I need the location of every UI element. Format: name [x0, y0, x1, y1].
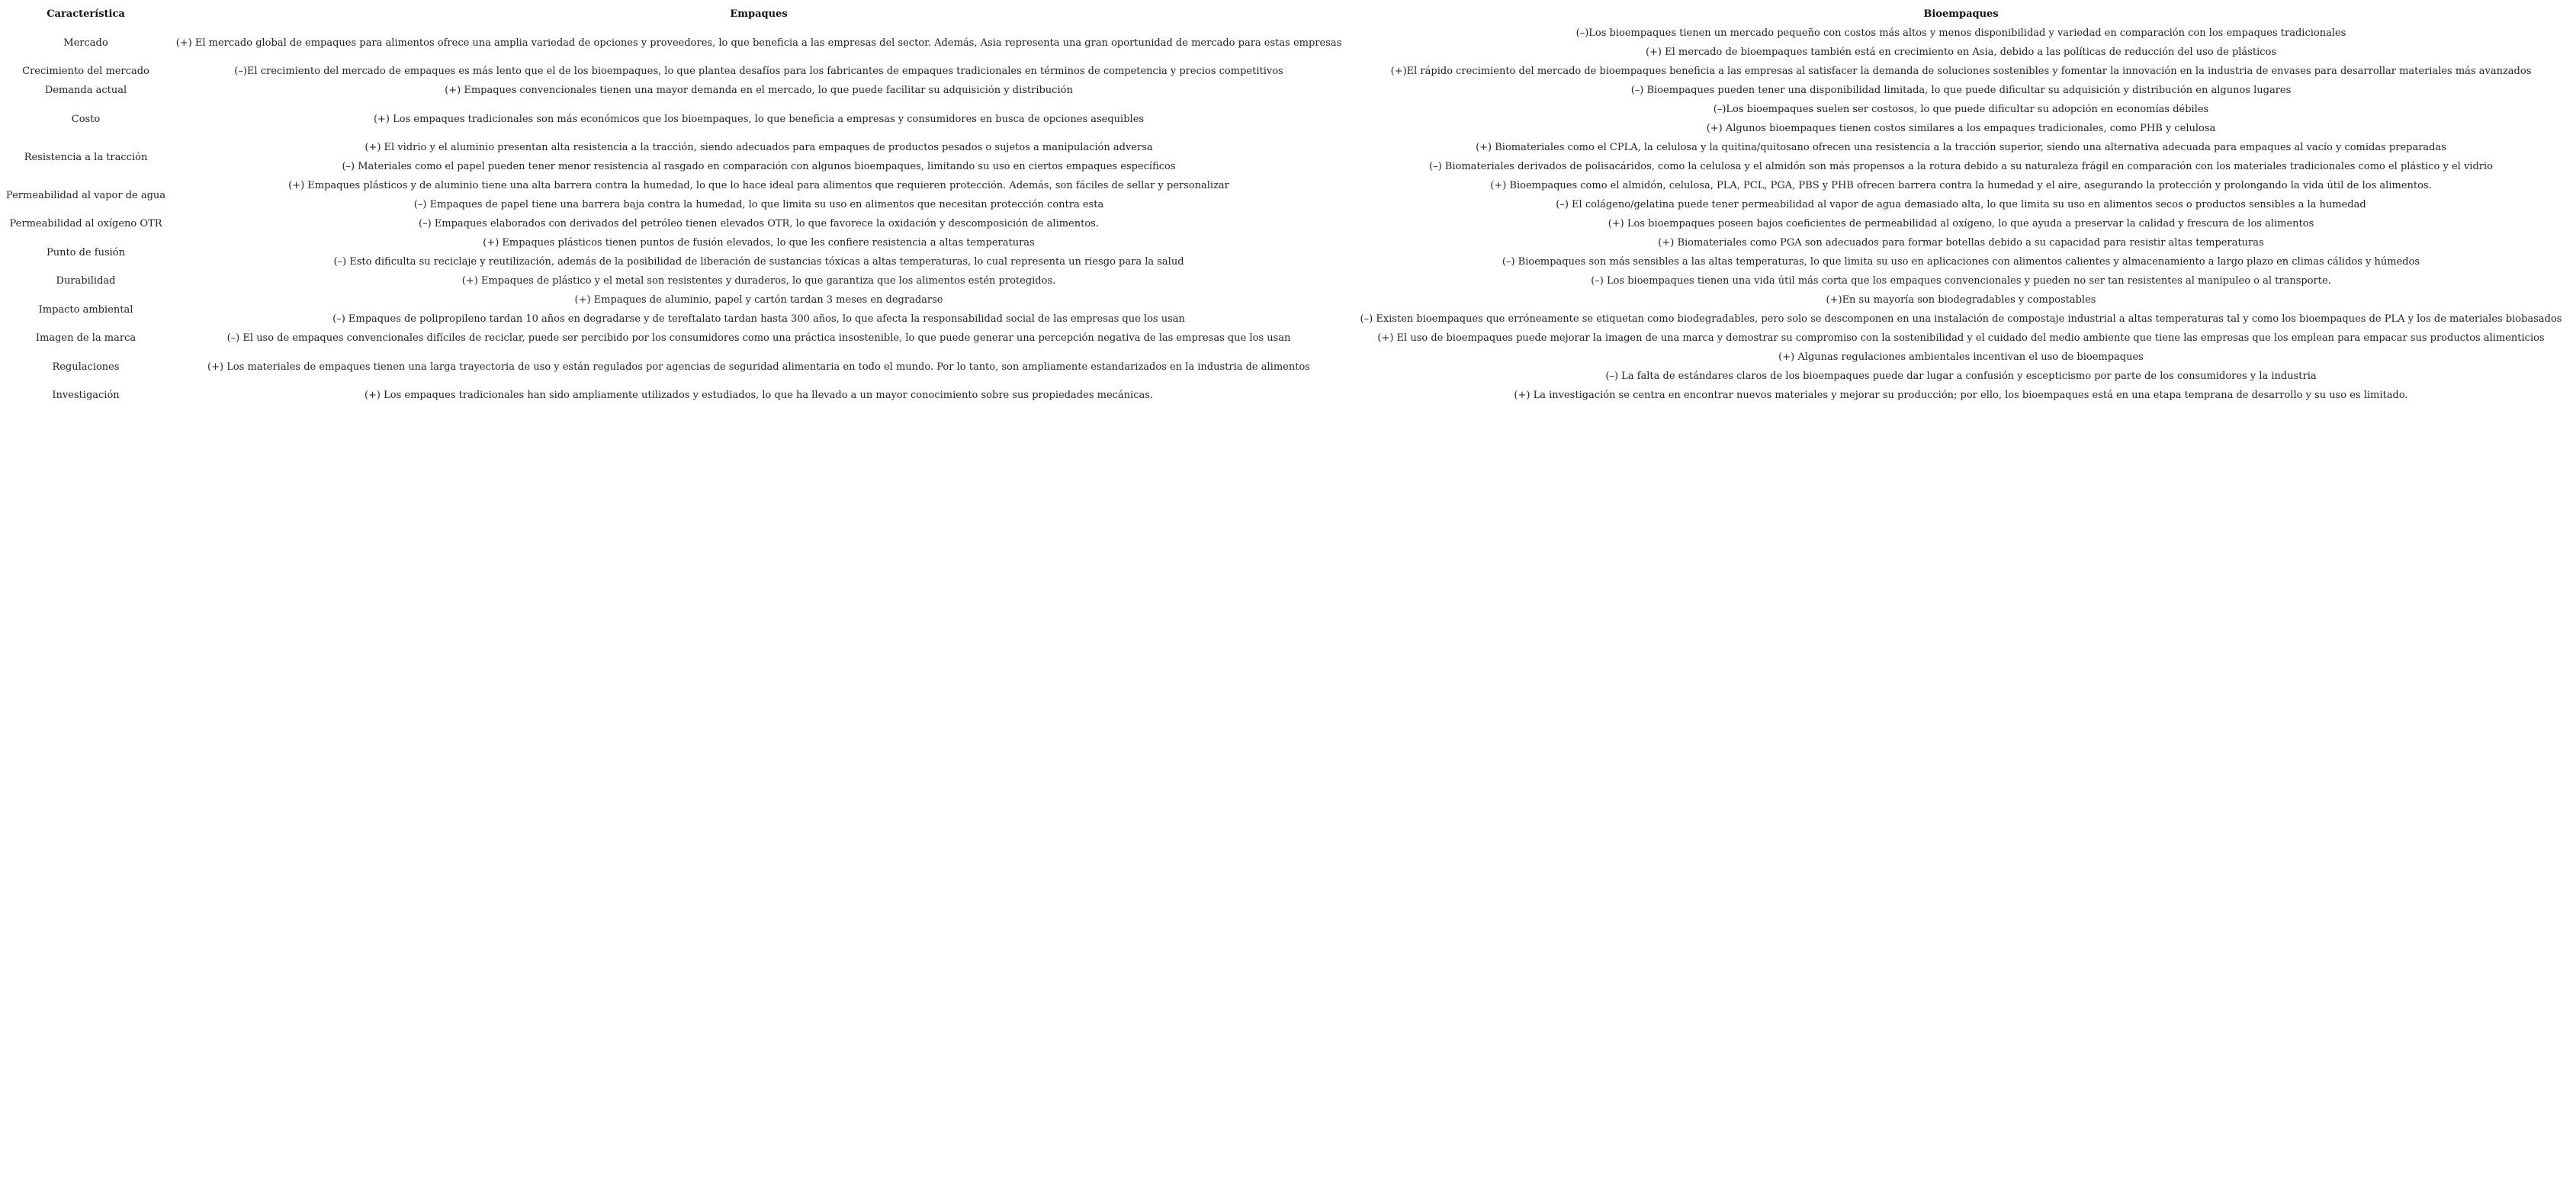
bioempaques-line: (+) Algunos bioempaques tienen costos similares a los empaques tradicionales, como PHB y celulosa: [1706, 123, 2216, 134]
bioempaques-line: (–) Bioempaques pueden tener una disponibilidad limitada, lo que puede dificultar su adquisición y distribución en algunos lugares: [1630, 85, 2292, 96]
empaques-line: (+) Empaques plásticos y de aluminio tiene una alta barrera contra la humedad, lo que lo hace ideal para alimentos que requieren protección. Además, son fáciles de sellar y personalizar: [288, 180, 1229, 191]
empaques-line: (–) Empaques de polipropileno tardan 10 años en degradarse y de tereftalato tardan hasta 300 años, lo que afecta la responsabilidad social de las empresas que los usan: [332, 313, 1185, 325]
empaques-line: (–) El uso de empaques convencionales difíciles de reciclar, puede ser percibido por los consumidores como una práctica insostenible, lo que puede generar una percepción negativa de las empresas que los usan: [226, 332, 1291, 344]
comparison-table: [5, 5, 2571, 405]
table-row: [5, 233, 2571, 271]
feature-cell: Impacto ambiental: [38, 303, 133, 316]
empaques-cell: [167, 62, 1351, 81]
bioempaques-line: (+)El rápido crecimiento del mercado de bioempaques beneficia a las empresas al satisfacer la demanda de soluciones sostenibles y fomentar la innovación en la industria de envases para desarrollar materiales más avanzados: [1390, 66, 2532, 77]
bioempaques-cell: [1351, 176, 2571, 214]
feature-cell: Crecimiento del mercado: [22, 66, 149, 77]
empaques-line: (+) El vidrio y el aluminio presentan alta resistencia a la tracción, siendo adecuados para empaques de productos pesados o sujetos a manipulación adversa: [365, 142, 1153, 153]
table-row: [5, 329, 2571, 348]
bioempaques-cell: [1351, 24, 2571, 62]
table-row: [5, 176, 2571, 214]
bioempaques-cell: [1351, 62, 2571, 81]
empaques-line: (–) Empaques elaborados con derivados del petróleo tienen elevados OTR, lo que favorece la oxidación y descomposición de alimentos.: [419, 218, 1099, 229]
empaques-cell: [167, 348, 1351, 386]
empaques-line: (+) Empaques plásticos tienen puntos de fusión elevados, lo que les confiere resistencia a altas temperaturas: [483, 237, 1035, 249]
empaques-line: (+) Empaques de plástico y el metal son resistentes y duraderos, lo que garantiza que los alimentos estén protegidos.: [461, 275, 1056, 287]
bioempaques-line: (–) Los bioempaques tienen una vida útil más corta que los empaques convencionales y pueden no ser tan resistentes al manipuleo o al transporte.: [1591, 275, 2331, 287]
empaques-cell: [167, 329, 1351, 348]
feature-cell: Mercado: [63, 37, 108, 49]
bioempaques-cell: [1351, 214, 2571, 233]
table-row: [5, 348, 2571, 386]
feature-cell: Investigación: [52, 390, 120, 401]
feature-cell: Punto de fusión: [46, 246, 126, 258]
bioempaques-cell: [1351, 348, 2571, 386]
bioempaques-cell: [1351, 329, 2571, 348]
table-body: [5, 24, 2571, 405]
feature-cell: Costo: [71, 113, 101, 125]
empaques-cell: [167, 271, 1351, 290]
bioempaques-line: (–)Los bioempaques suelen ser costosos, lo que puede dificultar su adopción en economías débiles: [1713, 104, 2209, 115]
empaques-line: (+) Los materiales de empaques tienen una larga trayectoria de uso y están regulados por agencias de seguridad alimentaria en todo el mundo. Por lo tanto, son ampliamente estandarizados en la industria de alimentos: [207, 361, 1310, 373]
empaques-line: (+) Empaques de aluminio, papel y cartón tardan 3 meses en degradarse: [574, 294, 943, 306]
bioempaques-line: (+) El mercado de bioempaques también está en crecimiento en Asia, debido a las políticas de reducción del uso de plásticos: [1645, 47, 2277, 58]
feature-cell: Imagen de la marca: [35, 332, 137, 344]
header-bioempaques: Bioempaques: [1923, 8, 1999, 20]
empaques-cell: [167, 176, 1351, 214]
table-row: [5, 386, 2571, 405]
table-row: [5, 24, 2571, 62]
empaques-line: (+) Los empaques tradicionales son más económicos que los bioempaques, lo que beneficia a empresas y consumidores en busca de opciones asequibles: [373, 113, 1145, 125]
header-row: [5, 5, 2571, 24]
empaques-cell: [167, 214, 1351, 233]
header-empaques: Empaques: [730, 8, 788, 20]
empaques-cell: [167, 81, 1351, 100]
comparison-table-container: [5, 5, 2571, 405]
empaques-cell: [167, 290, 1351, 329]
table-row: [5, 81, 2571, 100]
bioempaques-line: (–) Existen bioempaques que erróneamente se etiquetan como biodegradables, pero solo se descomponen en una instalación de compostaje industrial a altas temperaturas tal y como los bioempaques de PLA y los de materiales biobasados: [1360, 313, 2562, 325]
empaques-cell: [167, 24, 1351, 62]
empaques-cell: [167, 100, 1351, 138]
bioempaques-line: (+) La investigación se centra en encontrar nuevos materiales y mejorar su producción; por ello, los bioempaques está en una etapa temprana de desarrollo y su uso es limitado.: [1514, 390, 2408, 401]
bioempaques-cell: [1351, 100, 2571, 138]
bioempaques-line: (+) El uso de bioempaques puede mejorar la imagen de una marca y demostrar su compromiso con la sostenibilidad y el cuidado del medio ambiente que tiene las empresas que los emplean para empacar sus productos alimenticios: [1377, 332, 2545, 344]
feature-cell: Resistencia a la tracción: [24, 151, 148, 163]
bioempaques-cell: [1351, 290, 2571, 329]
empaques-line: (–) Empaques de papel tiene una barrera baja contra la humedad, lo que limita su uso en alimentos que necesitan protección contra esta: [413, 199, 1104, 210]
table-row: [5, 138, 2571, 176]
bioempaques-line: (+) Los bioempaques poseen bajos coeficientes de permeabilidad al oxígeno, lo que ayuda a preservar la calidad y frescura de los alimentos: [1608, 218, 2314, 229]
bioempaques-line: (–) Biomateriales derivados de polisacáridos, como la celulosa y el almidón son más propensos a la rotura debido a su naturaleza frágil en comparación con los materiales tradicionales como el plástico y el vidrio: [1429, 161, 2493, 172]
bioempaques-cell: [1351, 386, 2571, 405]
bioempaques-line: (–) La falta de estándares claros de los bioempaques puede dar lugar a confusión y escepticismo por parte de los consumidores y la industria: [1605, 371, 2317, 382]
empaques-line: (+) Empaques convencionales tienen una mayor demanda en el mercado, lo que puede facilitar su adquisición y distribución: [445, 85, 1073, 96]
table-row: [5, 271, 2571, 290]
empaques-cell: [167, 386, 1351, 405]
bioempaques-cell: [1351, 233, 2571, 271]
bioempaques-line: (+)En su mayoría son biodegradables y compostables: [1826, 294, 2096, 306]
bioempaques-line: (–)Los bioempaques tienen un mercado pequeño con costos más altos y menos disponibilidad y variedad en comparación con los empaques tradicionales: [1575, 27, 2346, 39]
empaques-line: (–) Materiales como el papel pueden tener menor resistencia al rasgado en comparación con algunos bioempaques, limitando su uso en ciertos empaques específicos: [342, 161, 1176, 172]
feature-cell: Regulaciones: [52, 361, 120, 373]
header-caracteristica: Característica: [47, 8, 125, 20]
feature-cell: Permeabilidad al vapor de agua: [5, 189, 166, 201]
table-row: [5, 290, 2571, 329]
empaques-cell: [167, 138, 1351, 176]
bioempaques-cell: [1351, 271, 2571, 290]
bioempaques-cell: [1351, 138, 2571, 176]
empaques-line: (+) Los empaques tradicionales han sido ampliamente utilizados y estudiados, lo que ha llevado a un mayor conocimiento sobre sus propiedades mecánicas.: [364, 390, 1154, 401]
bioempaques-line: (+) Biomateriales como PGA son adecuados para formar botellas debido a su capacidad para resistir altas temperaturas: [1658, 237, 2264, 249]
feature-cell: Durabilidad: [56, 275, 116, 287]
bioempaques-line: (+) Biomateriales como el CPLA, la celulosa y la quitina/quitosano ofrecen una resistencia a la tracción superior, siendo una alternativa adecuada para empaques al vacío y comidas preparadas: [1476, 142, 2446, 153]
empaques-line: (–) Esto dificulta su reciclaje y reutilización, además de la posibilidad de liberación de sustancias tóxicas a altas temperaturas, lo cual representa un riesgo para la salud: [333, 256, 1184, 268]
table-row: [5, 62, 2571, 81]
empaques-cell: [167, 233, 1351, 271]
feature-cell: Demanda actual: [44, 85, 127, 96]
bioempaques-line: (–) Bioempaques son más sensibles a las altas temperaturas, lo que limita su uso en aplicaciones con alimentos calientes y almacenamiento a largo plazo en climas cálidos y húmedos: [1502, 256, 2420, 268]
bioempaques-line: (–) El colágeno/gelatina puede tener permeabilidad al vapor de agua demasiado alta, lo que limita su uso en alimentos secos o productos sensibles a la humedad: [1556, 199, 2366, 210]
table-row: [5, 214, 2571, 233]
bioempaques-line: (+) Algunas regulaciones ambientales incentivan el uso de bioempaques: [1778, 351, 2144, 363]
feature-cell: Permeabilidad al oxígeno OTR: [9, 218, 162, 229]
bioempaques-cell: [1351, 81, 2571, 100]
table-row: [5, 100, 2571, 138]
empaques-line: (+) El mercado global de empaques para alimentos ofrece una amplia variedad de opciones y proveedores, lo que beneficia a las empresas del sector. Además, Asia representa una gran oportunidad de mercado para estas empresas: [175, 37, 1342, 49]
empaques-line: (–)El crecimiento del mercado de empaques es más lento que el de los bioempaques, lo que plantea desafíos para los fabricantes de empaques tradicionales en términos de competencia y precios competitivos: [234, 66, 1283, 77]
bioempaques-line: (+) Bioempaques como el almidón, celulosa, PLA, PCL, PGA, PBS y PHB ofrecen barrera contra la humedad y el aire, asegurando la protección y prolongando la vida útil de los alimentos.: [1490, 180, 2432, 191]
